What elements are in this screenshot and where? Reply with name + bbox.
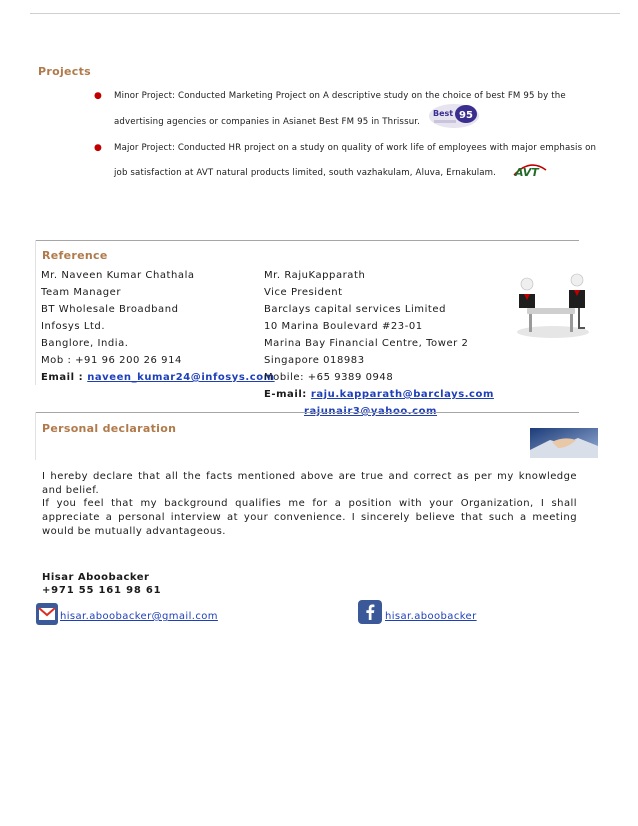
minor-project-line1: Minor Project: Conducted Marketing Project on A descriptive study on the choice of best FM 95 by the <box>114 91 566 101</box>
ref-left-mobile: Mob : +91 96 200 26 914 <box>41 355 182 366</box>
ref-left-company: BT Wholesale Broadband <box>41 304 179 315</box>
gmail-icon <box>36 603 58 625</box>
logo-avt-text: AVT <box>515 166 539 178</box>
bullet-icon: ● <box>94 91 102 101</box>
declaration-para1: I hereby declare that all the facts mentioned above are true and correct as per my knowledge and belief. <box>42 471 577 496</box>
signature-name: Hisar Aboobacker <box>42 572 150 583</box>
signature-email-link[interactable]: hisar.aboobacker@gmail.com <box>60 611 218 622</box>
ref-right-address2: Marina Bay Financial Centre, Tower 2 <box>264 338 469 349</box>
ref-left-email-link[interactable]: naveen_kumar24@infosys.com <box>87 372 275 383</box>
major-project-line2: job satisfaction at AVT natural products limited, south vazhakulam, Aluva, Ernakulam. <box>114 168 497 178</box>
avt-logo <box>512 160 548 178</box>
handshake-image <box>530 428 598 458</box>
best-fm-95-logo <box>428 103 480 129</box>
ref-right-company: Barclays capital services Limited <box>264 304 446 315</box>
reference-right <box>264 267 494 420</box>
ref-left-city: Banglore, India. <box>41 338 129 349</box>
ref-left-name: Mr. Naveen Kumar Chathala <box>41 270 195 281</box>
projects-title: Projects <box>38 65 92 78</box>
top-divider <box>30 13 620 14</box>
ref-right-role: Vice President <box>264 287 343 298</box>
major-project-line1: Major Project: Conducted HR project on a study on quality of work life of employees with major emphasis on <box>114 143 597 153</box>
reference-divider <box>35 240 579 241</box>
bullet-icon: ● <box>94 143 102 153</box>
facebook-icon <box>358 600 382 624</box>
ref-right-email1-link[interactable]: raju.kapparath@barclays.com <box>310 389 494 400</box>
declaration-para2: If you feel that my background qualifies me for a position with your Organization, I shall appreciate a personal interview at your convenience. I sincerely believe that such a meeting would be mutually advantageous. <box>42 498 577 537</box>
ref-right-email-label: E-mail: <box>264 389 311 400</box>
ref-right-email-row <box>264 386 494 403</box>
ref-left-org: Infosys Ltd. <box>41 321 106 332</box>
reference-left <box>41 267 275 386</box>
ref-left-email-label: Email : <box>41 372 88 383</box>
ref-right-name: Mr. RajuKapparath <box>264 270 366 281</box>
logo-95-text: 95 <box>459 110 473 121</box>
signature-phone: +971 55 161 98 61 <box>42 585 162 596</box>
declaration-divider <box>35 412 579 413</box>
ref-left-email-row <box>41 369 275 386</box>
reference-border <box>35 240 36 385</box>
ref-right-mobile: Mobile: +65 9389 0948 <box>264 372 394 383</box>
minor-project-line2: advertising agencies or companies in Asianet Best FM 95 in Thrissur. <box>114 117 421 127</box>
ref-left-role: Team Manager <box>41 287 122 298</box>
ref-right-city: Singapore 018983 <box>264 355 365 366</box>
reference-title: Reference <box>42 249 108 262</box>
logo-best-text: Best <box>433 109 454 118</box>
declaration-border <box>35 412 36 460</box>
ref-right-address1: 10 Marina Boulevard #23-01 <box>264 321 423 332</box>
office-illustration <box>513 268 591 340</box>
signature-facebook-link[interactable]: hisar.aboobacker <box>385 611 477 622</box>
declaration-title: Personal declaration <box>42 422 177 435</box>
